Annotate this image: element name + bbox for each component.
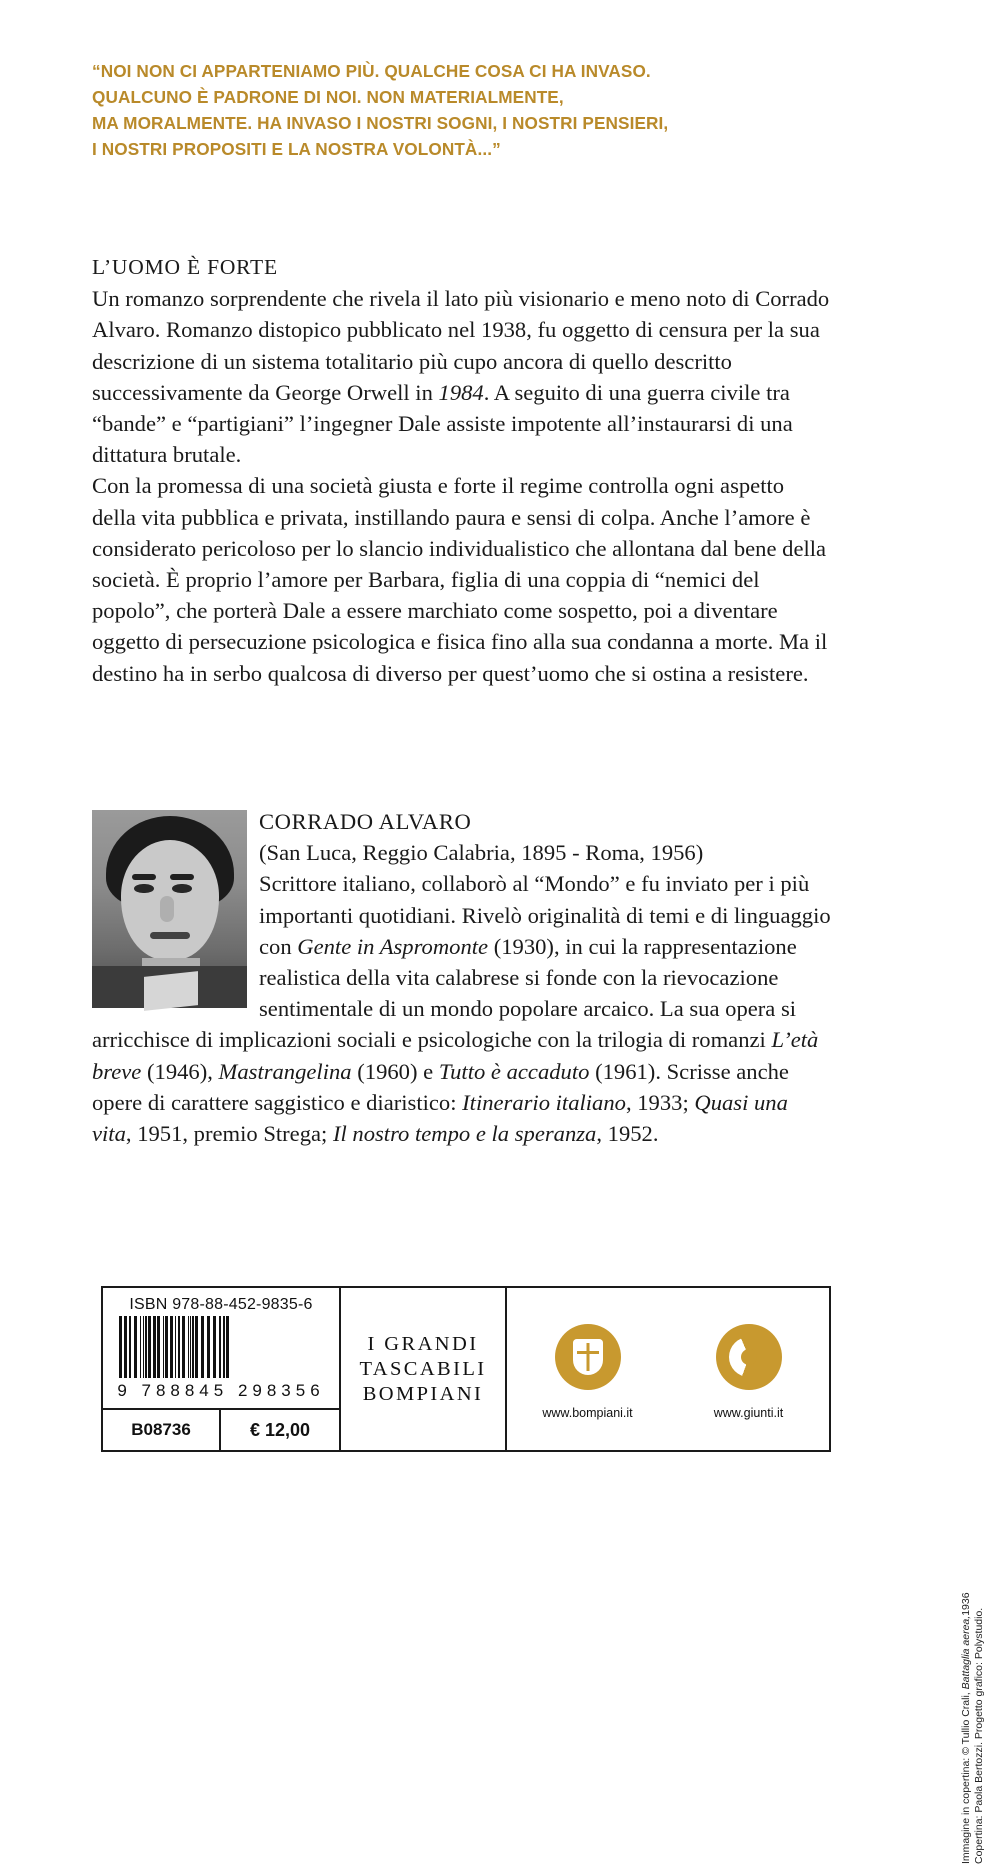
author-photo	[92, 810, 247, 1008]
author-name: CORRADO ALVARO	[259, 809, 472, 834]
price-label: € 12,00	[249, 1419, 311, 1440]
series-title	[953, 0, 972, 60]
quote-line-1: “NOI NON CI APPARTENIAMO PIÙ. QUALCHE COSA CI HA INVASO.	[92, 61, 651, 81]
giunti-logo-icon	[716, 1324, 782, 1390]
credits-line-2: Copertina: Paola Bertozzi. Progetto grafico: Polystudio.	[973, 1607, 985, 1864]
quote-line-2: QUALCUNO È PADRONE DI NOI. NON MATERIALMENTE,	[92, 87, 564, 107]
giunti-block	[668, 1318, 829, 1420]
blurb-paragraph-2: Con la promessa di una società giusta e forte il regime controlla ogni aspetto della vita pubblica e privata, instillando paura e sensi di colpa. Anche l’amore è considerato pericoloso per lo slancio individualistico che allontana dal bene della società. È proprio l’amore per Barbara, figlia di una coppia di “nemici del popolo”, che porterà Dale a essere marchiato come sospetto, poi a diventare oggetto di persecuzione psicologica e fisica fino alla sua condanna a morte. Ma il destino ha in serbo qualcosa di diverso per quest’uomo che si ostina a resistere.	[92, 473, 828, 686]
book-blurb	[92, 252, 832, 689]
quote-line-3: MA MORALMENTE. HA INVASO I NOSTRI SOGNI, I NOSTRI PENSIERI,	[92, 113, 669, 133]
credits-line-1: Immagine in copertina: © Tullio Crali, Battaglia aerea,1936	[960, 1592, 972, 1864]
bompiani-url[interactable]: www.bompiani.it	[542, 1406, 633, 1420]
giunti-url[interactable]: www.giunti.it	[713, 1406, 784, 1420]
footer-panel	[101, 1286, 831, 1452]
isbn-text: ISBN 978-88-452-9835-6	[129, 1296, 313, 1313]
pull-quote	[92, 58, 882, 162]
internal-code: B08736	[103, 1410, 221, 1450]
barcode-cell	[103, 1288, 341, 1450]
price-row	[103, 1408, 339, 1450]
publisher-line-3: BOMPIANI	[362, 1382, 484, 1405]
book-title: L’UOMO È FORTE	[92, 255, 278, 279]
author-section	[92, 806, 832, 1149]
barcode-digits: 9 788845 298356	[117, 1381, 325, 1400]
author-dates: (San Luca, Reggio Calabria, 1895 - Roma, 1956)	[259, 840, 704, 866]
websites-cell	[507, 1288, 829, 1450]
publisher-line-1: I GRANDI	[367, 1332, 479, 1355]
blurb-paragraph-1: Un romanzo sorprendente che rivela il lato più visionario e meno noto di Corrado Alvaro. Romanzo distopico pubblicato nel 1938, fu oggetto di censura per la sua descrizione di un sistema totalitario più cupo ancora di quello descritto successivamente da George Orwell in 1984. A seguito di una guerra civile tra “bande” e “partigiani” l’ingegner Dale assiste impotente all’instaurarsi di una dittatura brutale.	[92, 286, 830, 468]
quote-line-4: I NOSTRI PROPOSITI E LA NOSTRA VOLONTÀ...”	[92, 139, 501, 159]
publisher-logo	[359, 1332, 486, 1407]
publisher-line-2: TASCABILI	[359, 1357, 487, 1380]
author-bio: Scrittore italiano, collaborò al “Mondo” e fu inviato per i più importanti quotidiani. Rivelò originalità di temi e di linguaggio con Gente in Aspromonte (1930), in cui la rappresentazione realistica della vita calabrese si fonde con la rievocazione sentimentale di un mondo popolare arcaico. La sua opera si arricchisce di implicazioni sociali e psicologiche con la trilogia di romanzi L’età breve (1946), Mastrangelina (1960) e Tutto è accaduto (1961). Scrisse anche opere di carattere saggistico e diaristico: Itinerario italiano, 1933; Quasi una vita, 1951, premio Strega; Il nostro tempo e la speranza, 1952.	[92, 871, 831, 1147]
publisher-cell	[341, 1288, 507, 1450]
bompiani-logo-icon	[555, 1324, 621, 1390]
barcode-bars	[119, 1316, 323, 1378]
cover-credits	[960, 1444, 986, 1864]
bompiani-block	[507, 1318, 668, 1420]
